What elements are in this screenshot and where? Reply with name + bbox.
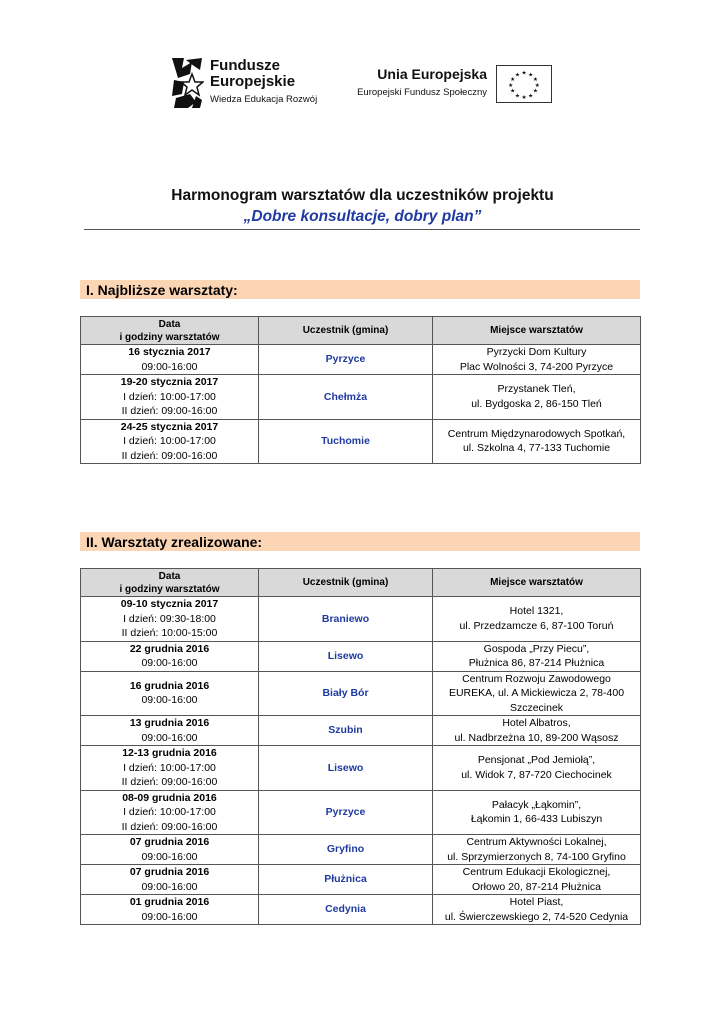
date-cell xyxy=(81,671,259,716)
svg-text:★: ★ xyxy=(532,77,538,84)
section-upcoming-heading: I. Najbliższe warsztaty: xyxy=(80,280,640,299)
participant-municipality: Lisewo xyxy=(259,641,433,671)
place-cell xyxy=(433,790,641,835)
date-cell xyxy=(81,641,259,671)
table-header-row xyxy=(81,569,641,597)
workshop-date: 12-13 grudnia 2016 xyxy=(122,747,217,759)
participant-municipality: Biały Bór xyxy=(259,671,433,716)
date-cell xyxy=(81,597,259,642)
header-place: Miejsce warsztatów xyxy=(433,317,641,345)
header-participant: Uczestnik (gmina) xyxy=(259,317,433,345)
fundusze-europejskie-logo xyxy=(170,56,320,112)
date-cell xyxy=(81,790,259,835)
completed-table-body xyxy=(81,597,641,925)
workshop-date: 16 stycznia 2017 xyxy=(128,346,211,358)
date-cell xyxy=(81,865,259,895)
date-cell xyxy=(81,419,259,464)
place-line: Orłowo 20, 87-214 Płużnica xyxy=(472,880,601,893)
page-title: Harmonogram warsztatów dla uczestników projektu xyxy=(171,187,554,204)
table-header-row xyxy=(81,317,641,345)
place-line: Gospoda „Przy Piecu”, xyxy=(483,642,590,655)
place-line: Centrum Rozwoju Zawodowego xyxy=(462,672,611,685)
place-line: EUREKA, ul. A Mickiewicza 2, 78-400 xyxy=(448,687,625,699)
place-line: ul. Bydgoska 2, 86-150 Tleń xyxy=(471,397,602,410)
place-line: Pensjonat „Pod Jemiołą”, xyxy=(477,754,596,767)
date-cell xyxy=(81,835,259,865)
place-cell xyxy=(433,716,641,746)
participant-municipality: Pyrzyce xyxy=(259,345,433,375)
workshop-date: 07 grudnia 2016 xyxy=(129,836,210,848)
place-cell xyxy=(433,671,641,716)
table-row xyxy=(81,671,641,716)
svg-text:★: ★ xyxy=(514,72,520,79)
fe-name-line2: Europejskie xyxy=(210,73,296,90)
workshop-hours: I dzień: 09:30-18:00 xyxy=(123,612,216,625)
table-row xyxy=(81,345,641,375)
workshop-hours: II dzień: 09:00-16:00 xyxy=(121,405,218,417)
participant-municipality: Braniewo xyxy=(259,597,433,642)
workshop-hours: I dzień: 10:00-17:00 xyxy=(123,435,216,447)
svg-text:★: ★ xyxy=(532,88,538,95)
workshop-date: 16 grudnia 2016 xyxy=(129,679,210,692)
place-line: Przystanek Tleń, xyxy=(497,383,576,396)
place-line: ul. Widok 7, 87-720 Ciechocinek xyxy=(461,768,612,781)
place-line: ul. Świerczewskiego 2, 74-520 Cedynia xyxy=(444,910,629,923)
eu-label xyxy=(355,66,487,100)
fe-tagline: Wiedza Edukacja Rozwój xyxy=(210,94,318,105)
fe-star-mark-icon xyxy=(170,56,204,110)
svg-text:★: ★ xyxy=(534,82,540,89)
place-line: Pałacyk „Łąkomin”, xyxy=(491,798,582,811)
place-line: Hotel Piast, xyxy=(509,896,564,908)
place-cell xyxy=(433,746,641,791)
workshop-hours: I dzień: 10:00-17:00 xyxy=(123,761,216,774)
participant-municipality: Pyrzyce xyxy=(259,790,433,835)
place-line: Centrum Międzynarodowych Spotkań, xyxy=(447,427,626,440)
participant-municipality: Lisewo xyxy=(259,746,433,791)
workshop-hours: II dzień: 09:00-16:00 xyxy=(121,776,218,788)
upcoming-table-body xyxy=(81,345,641,464)
place-line: Centrum Aktywności Lokalnej, xyxy=(466,836,607,848)
fe-name-line1: Fundusze xyxy=(210,57,280,74)
place-line: ul. Nadbrzeżna 10, 89-200 Wąsosz xyxy=(454,731,619,744)
section-done-heading: II. Warsztaty zrealizowane: xyxy=(80,532,640,551)
date-cell xyxy=(81,716,259,746)
svg-text:★: ★ xyxy=(528,93,534,100)
participant-municipality: Gryfino xyxy=(259,835,433,865)
place-line: Pyrzycki Dom Kultury xyxy=(486,346,587,358)
date-cell xyxy=(81,746,259,791)
workshop-hours: 09:00-16:00 xyxy=(141,657,198,669)
date-cell xyxy=(81,895,259,925)
place-cell xyxy=(433,895,641,925)
table-row xyxy=(81,865,641,895)
place-line: Hotel 1321, xyxy=(509,605,564,618)
place-line: Plac Wolności 3, 74-200 Pyrzyce xyxy=(459,360,614,373)
svg-text:★: ★ xyxy=(508,82,514,89)
table-row xyxy=(81,375,641,420)
date-cell xyxy=(81,345,259,375)
svg-text:★: ★ xyxy=(521,70,527,77)
place-line: Szczecinek xyxy=(509,701,564,714)
participant-municipality: Chełmża xyxy=(259,375,433,420)
participant-municipality: Tuchomie xyxy=(259,419,433,464)
header-participant: Uczestnik (gmina) xyxy=(259,569,433,597)
place-cell xyxy=(433,345,641,375)
workshop-hours: 09:00-16:00 xyxy=(141,880,198,893)
eu-subtitle: Europejski Fundusz Społeczny xyxy=(357,87,487,98)
workshop-date: 24-25 stycznia 2017 xyxy=(120,420,219,433)
eu-title: Unia Europejska xyxy=(377,66,487,82)
table-row xyxy=(81,641,641,671)
eu-flag-icon xyxy=(496,65,552,103)
participant-municipality: Szubin xyxy=(259,716,433,746)
workshop-date: 22 grudnia 2016 xyxy=(129,642,210,655)
table-row xyxy=(81,790,641,835)
place-line: Płużnica 86, 87-214 Płużnica xyxy=(468,657,605,669)
place-cell xyxy=(433,597,641,642)
workshop-hours: 09:00-16:00 xyxy=(141,910,198,923)
place-cell xyxy=(433,835,641,865)
table-row xyxy=(81,597,641,642)
place-cell xyxy=(433,375,641,420)
participant-municipality: Płużnica xyxy=(259,865,433,895)
workshop-hours: 09:00-16:00 xyxy=(141,850,198,863)
place-line: Hotel Albatros, xyxy=(502,717,571,729)
workshop-date: 13 grudnia 2016 xyxy=(129,717,210,729)
completed-workshops-table xyxy=(80,568,641,925)
workshop-hours: II dzień: 10:00-15:00 xyxy=(121,627,218,639)
upcoming-workshops-table xyxy=(80,316,641,464)
header-place: Miejsce warsztatów xyxy=(433,569,641,597)
place-line: ul. Sprzymierzonych 8, 74-100 Gryfino xyxy=(447,850,626,863)
header-logos xyxy=(170,56,560,112)
workshop-hours: II dzień: 09:00-16:00 xyxy=(121,449,218,462)
workshop-date: 07 grudnia 2016 xyxy=(129,866,210,878)
table-row xyxy=(81,835,641,865)
place-cell xyxy=(433,641,641,671)
workshop-hours: 09:00-16:00 xyxy=(141,694,198,707)
place-cell xyxy=(433,865,641,895)
workshop-hours: 09:00-16:00 xyxy=(141,360,198,373)
title-divider xyxy=(84,229,640,230)
header-date: Data i godziny warsztatów xyxy=(81,569,259,597)
svg-text:★: ★ xyxy=(510,88,516,95)
place-line: ul. Szkolna 4, 77-133 Tuchomie xyxy=(462,442,611,455)
svg-text:★: ★ xyxy=(510,77,516,84)
workshop-hours: I dzień: 10:00-17:00 xyxy=(123,806,216,818)
header-date: Data i godziny warsztatów xyxy=(81,317,259,345)
workshop-hours: 09:00-16:00 xyxy=(141,731,198,744)
svg-text:★: ★ xyxy=(514,93,520,100)
table-row xyxy=(81,746,641,791)
svg-text:★: ★ xyxy=(528,72,534,79)
participant-municipality: Cedynia xyxy=(259,895,433,925)
workshop-hours: II dzień: 09:00-16:00 xyxy=(121,820,218,833)
place-line: Centrum Edukacji Ekologicznej, xyxy=(462,866,611,878)
workshop-date: 01 grudnia 2016 xyxy=(129,896,210,908)
workshop-date: 09-10 stycznia 2017 xyxy=(120,598,219,610)
table-row xyxy=(81,419,641,464)
project-name: „Dobre konsultacje, dobry plan” xyxy=(243,208,482,225)
table-row xyxy=(81,716,641,746)
place-cell xyxy=(433,419,641,464)
place-line: ul. Przedzamcze 6, 87-100 Toruń xyxy=(459,619,614,632)
date-cell xyxy=(81,375,259,420)
place-line: Łąkomin 1, 66-433 Lubiszyn xyxy=(470,813,603,826)
workshop-hours: I dzień: 10:00-17:00 xyxy=(123,390,216,403)
table-row xyxy=(81,895,641,925)
svg-text:★: ★ xyxy=(521,95,527,102)
workshop-date: 19-20 stycznia 2017 xyxy=(120,376,219,388)
workshop-date: 08-09 grudnia 2016 xyxy=(122,791,217,804)
